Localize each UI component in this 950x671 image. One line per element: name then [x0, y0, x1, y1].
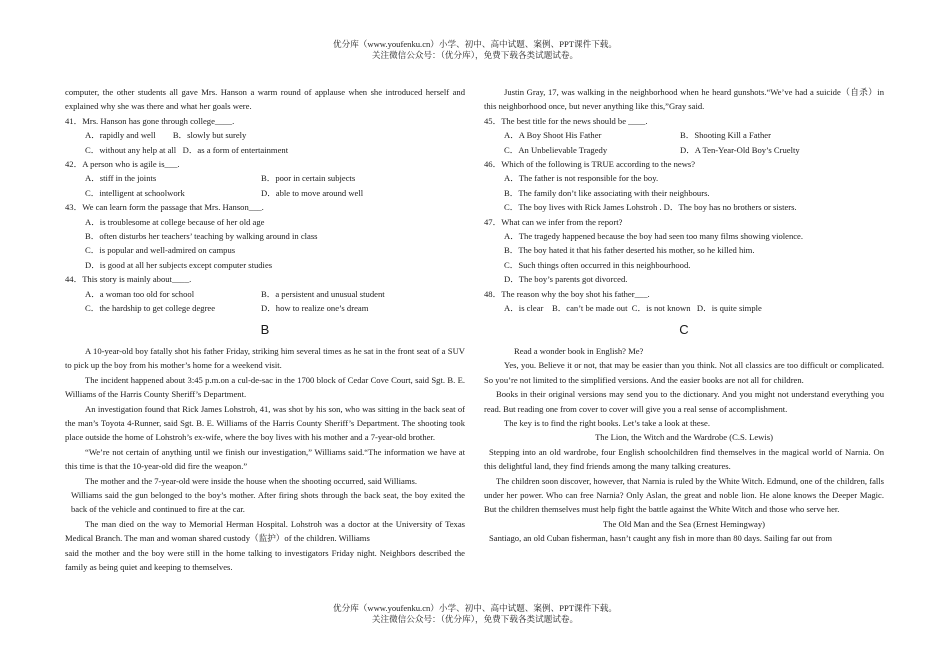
q45-option-b: B．Shooting Kill a Father [680, 130, 771, 141]
q46-option-b: B．The family don’t like associating with their neighbours. [504, 187, 710, 198]
passage-b-paragraph: said the mother and the boy were still in the home talking to investigators Friday night. Neighbors described the family as being quiet and keeping to themselves. [65, 547, 465, 572]
passage-b-paragraph: An investigation found that Rick James Lohstroh, 41, was shot by his son, who was sitting in the back seat of the man’s Toyota 4-Runner, said Sgt. B. E. Williams of the Harris County Sheriff’s Department. The shooting took place outside the home of Lohstroh’s ex-wife, where the boy lives with his mother and a 7-year-old brother. [65, 403, 465, 443]
passage-c-paragraph: Yes, you. Believe it or not, that may be easier than you think. Not all classics are too difficult or complicated. So you’re not limited to the simplified versions. And the easier books are not all for children. [484, 360, 884, 385]
q42-option-d: D．able to move around well [261, 187, 364, 198]
header-line-1: 优分库（www.youfenku.cn）小学、初中、高中试题、案例、PPT课件下载。 [333, 39, 617, 49]
q41-stem: 41．Mrs. Hanson has gone through college____. [65, 115, 235, 126]
q46-option-cd: C．The boy lives with Rick James Lohstroh . D．The boy has no brothers or sisters. [504, 202, 797, 213]
passage-c-title: Read a wonder book in English? Me? [514, 345, 644, 356]
section-c-heading: C [679, 321, 689, 337]
q42-option-c: C．intelligent at schoolwork [85, 187, 185, 198]
q44-option-c: C．the hardship to get college degree [85, 303, 216, 314]
q42-options-row1 [65, 171, 465, 185]
q45-option-c: C．An Unbelievable Tragedy [504, 144, 608, 155]
passage-b-paragraph: The man died on the way to Memorial Herman Hospital. Lohstroh was a doctor at the University of Texas Medical Branch. The man and woman shared custody（监护）of the children. Williams [65, 518, 465, 544]
q41-options-ab: A．rapidly and well B．slowly but surely [85, 130, 247, 141]
q44-stem: 44．This story is mainly about____. [65, 274, 192, 285]
book-1-paragraph: Stepping into an old wardrobe, four English schoolchildren find themselves in the magical world of Narnia. On this delightful land, they find friends among the many talking creatures. [484, 446, 884, 472]
q47-stem: 47．What can we infer from the report? [484, 216, 623, 227]
q45-stem: 45．The best title for the news should be ____. [484, 115, 648, 126]
q48-options: A．is clear B．can’t be made out C．is not known D．is quite simple [504, 303, 762, 314]
q42-stem: 42．A person who is agile is___. [65, 159, 180, 170]
q47-option-a: A．The tragedy happened because the boy had seen too many films showing violence. [504, 231, 804, 242]
q45-option-a: A．A Boy Shoot His Father [504, 130, 602, 141]
q45-options-row2 [484, 143, 884, 157]
passage-b-paragraph: The mother and the 7-year-old were inside the house when the shooting occurred, said Williams. [85, 475, 417, 486]
q44-options-row2 [65, 301, 465, 315]
passage-b-continued: Justin Gray, 17, was walking in the neighborhood when he heard gunshots.“We’ve had a suicide（自杀）in this neighborhood once, but never anything like this,”Gray said. [484, 87, 884, 112]
q42-option-b: B．poor in certain subjects [261, 173, 356, 184]
q45-option-d: D．A Ten-Year-Old Boy’s Cruelty [680, 144, 800, 155]
q43-option-b: B．often disturbs her teachers’ teaching by walking around in class [85, 231, 318, 242]
book-2-paragraph: Santiago, an old Cuban fisherman, hasn’t caught any fish in more than 80 days. Sailing far out from [489, 533, 833, 544]
right-column [484, 85, 884, 546]
q48-stem: 48．The reason why the boy shot his father___. [484, 288, 650, 299]
book-title-2: The Old Man and the Sea (Ernest Hemingway) [602, 518, 766, 529]
q43-option-a: A．is troublesome at college because of her old age [85, 216, 265, 227]
book-1-paragraph: The children soon discover, however, that Narnia is ruled by the White Witch. Edmund, one of the children, falls under her power. Who can free Narnia? Only Aslan, the great and noble lion. He alone knows the Deeper Magic. But the children themselves must help fight the battle against the White Witch and those who serve her. [484, 475, 884, 515]
passage-a-end: computer, the other students all gave Mrs. Hanson a warm round of applause when she introduced herself and explained why she was there and what her goals were. [65, 87, 465, 112]
q44-option-a: A．a woman too old for school [85, 288, 195, 299]
q46-stem: 46．Which of the following is TRUE according to the news? [484, 159, 696, 170]
footer-line-2: 关注微信公众号：（优分库），免费下载各类试题试卷。 [371, 614, 579, 624]
q44-option-d: D．how to realize one’s dream [261, 303, 369, 314]
page-footer [0, 603, 950, 625]
q47-option-d: D．The boy’s parents got divorced. [504, 274, 628, 285]
q44-options-row1 [65, 287, 465, 301]
passage-b-paragraph: Williams said the gun belonged to the boy’s mother. After firing shots through the back seat, the boy exited the back of the vehicle and continued to fire at the car. [71, 489, 465, 515]
book-title-1: The Lion, the Witch and the Wardrobe (C.S. Lewis) [595, 432, 773, 443]
section-b-heading: B [260, 321, 270, 337]
q44-option-b: B．a persistent and unusual student [261, 288, 385, 299]
passage-b-paragraph: The incident happened about 3:45 p.m.on a cul-de-sac in the 1700 block of Cedar Cove Court, said Sgt. B. E. Williams of the Harris County Sheriff’s Department. [65, 374, 465, 400]
q43-option-d: D．is good at all her subjects except computer studies [85, 259, 273, 270]
passage-b-paragraph: A 10-year-old boy fatally shot his father Friday, striking him several times as he sat in the front seat of a SUV to pick up the boy from his mother’s home for a weekend visit. [65, 345, 465, 371]
q42-option-a: A．stiff in the joints [85, 173, 157, 184]
left-column [65, 85, 465, 574]
footer-line-1: 优分库（www.youfenku.cn）小学、初中、高中试题、案例、PPT课件下载。 [333, 603, 617, 613]
q41-options-cd: C．without any help at all D．as a form of entertainment [85, 144, 289, 155]
q47-option-c: C．Such things often occurred in this neighbourhood. [504, 259, 691, 270]
q45-options-row1 [484, 128, 884, 142]
q43-option-c: C．is popular and well-admired on campus [85, 245, 236, 256]
q43-stem: 43．We can learn form the passage that Mrs. Hanson___. [65, 202, 264, 213]
q46-option-a: A．The father is not responsible for the boy. [504, 173, 659, 184]
passage-c-paragraph: The key is to find the right books. Let’s take a look at these. [504, 417, 710, 428]
page-header [0, 39, 950, 61]
passage-b-paragraph: “We’re not certain of anything until we finish our investigation,” Williams said.“The information we have at this time is that the 10-year-old did fire the weapon.” [65, 446, 465, 472]
q47-option-b: B．The boy hated it that his father deserted his mother, so he killed him. [504, 245, 755, 256]
passage-c-paragraph: Books in their original versions may send you to the dictionary. And you might not understand everything you read. But reading one from cover to cover will give you a real sense of accomplishment. [484, 389, 884, 414]
q42-options-row2 [65, 186, 465, 200]
header-line-2: 关注微信公众号：（优分库），免费下载各类试题试卷。 [371, 50, 579, 60]
